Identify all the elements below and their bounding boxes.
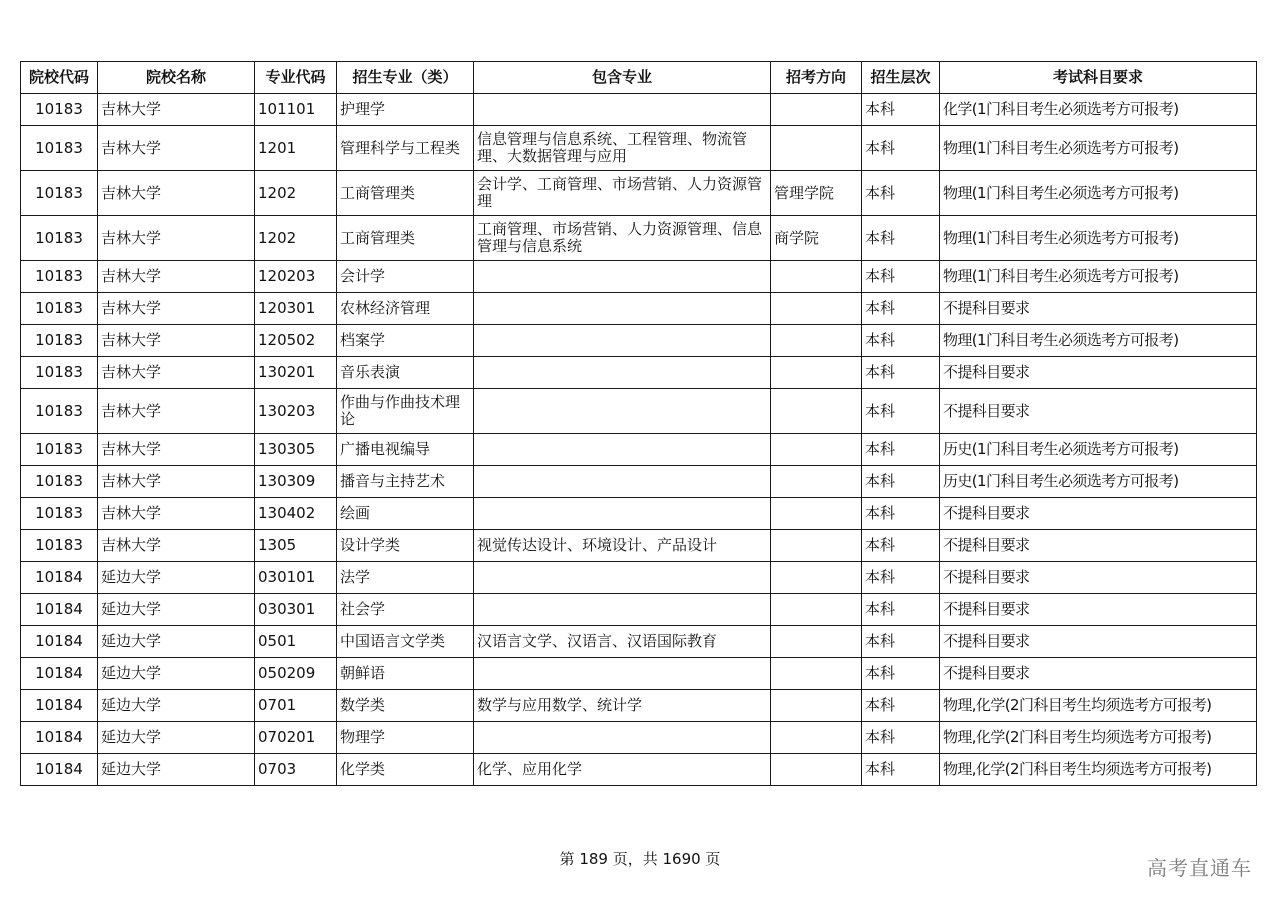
table-row [21, 530, 1257, 562]
header-cell: 院校代码 [21, 62, 98, 94]
included-majors-cell [474, 357, 771, 389]
header-cell: 考试科目要求 [940, 62, 1257, 94]
school-code-cell: 10184 [21, 562, 98, 594]
major-code-cell: 050209 [255, 658, 337, 690]
table-row [21, 357, 1257, 389]
major-code-cell: 130402 [255, 498, 337, 530]
major-code-cell: 0701 [255, 690, 337, 722]
direction-cell [771, 754, 862, 786]
table-row [21, 434, 1257, 466]
direction-cell [771, 261, 862, 293]
direction-cell [771, 562, 862, 594]
school-name-cell: 吉林大学 [98, 357, 255, 389]
school-name-cell: 延边大学 [98, 562, 255, 594]
level-cell: 本科 [862, 126, 940, 171]
requirement-cell: 不提科目要求 [940, 626, 1257, 658]
header-cell: 包含专业 [474, 62, 771, 94]
level-cell: 本科 [862, 466, 940, 498]
major-name-cell: 化学类 [337, 754, 474, 786]
school-name-cell: 吉林大学 [98, 94, 255, 126]
major-name-cell: 档案学 [337, 325, 474, 357]
admission-table [20, 61, 1257, 786]
table-row [21, 754, 1257, 786]
major-code-cell: 130305 [255, 434, 337, 466]
level-cell: 本科 [862, 261, 940, 293]
requirement-cell: 物理(1门科目考生必须选考方可报考) [940, 171, 1257, 216]
requirement-cell: 历史(1门科目考生必须选考方可报考) [940, 434, 1257, 466]
header-cell: 招生层次 [862, 62, 940, 94]
school-code-cell: 10183 [21, 498, 98, 530]
header-cell: 招生专业（类） [337, 62, 474, 94]
included-majors-cell [474, 261, 771, 293]
major-code-cell: 130203 [255, 389, 337, 434]
direction-cell [771, 293, 862, 325]
major-code-cell: 1202 [255, 171, 337, 216]
requirement-cell: 不提科目要求 [940, 562, 1257, 594]
direction-cell [771, 434, 862, 466]
included-majors-cell [474, 293, 771, 325]
major-code-cell: 0501 [255, 626, 337, 658]
table-row [21, 562, 1257, 594]
direction-cell: 管理学院 [771, 171, 862, 216]
table-row [21, 690, 1257, 722]
table-row [21, 498, 1257, 530]
school-name-cell: 吉林大学 [98, 434, 255, 466]
requirement-cell: 物理(1门科目考生必须选考方可报考) [940, 216, 1257, 261]
major-code-cell: 120502 [255, 325, 337, 357]
school-name-cell: 吉林大学 [98, 530, 255, 562]
major-name-cell: 法学 [337, 562, 474, 594]
direction-cell [771, 722, 862, 754]
included-majors-cell: 视觉传达设计、环境设计、产品设计 [474, 530, 771, 562]
included-majors-cell [474, 434, 771, 466]
major-name-cell: 中国语言文学类 [337, 626, 474, 658]
major-name-cell: 朝鲜语 [337, 658, 474, 690]
school-code-cell: 10183 [21, 171, 98, 216]
major-name-cell: 数学类 [337, 690, 474, 722]
major-name-cell: 广播电视编导 [337, 434, 474, 466]
major-code-cell: 0703 [255, 754, 337, 786]
table-row [21, 94, 1257, 126]
major-code-cell: 070201 [255, 722, 337, 754]
school-name-cell: 吉林大学 [98, 325, 255, 357]
major-name-cell: 管理科学与工程类 [337, 126, 474, 171]
header-cell: 招考方向 [771, 62, 862, 94]
school-code-cell: 10184 [21, 722, 98, 754]
major-name-cell: 会计学 [337, 261, 474, 293]
school-code-cell: 10183 [21, 357, 98, 389]
school-code-cell: 10183 [21, 325, 98, 357]
school-code-cell: 10183 [21, 293, 98, 325]
major-name-cell: 绘画 [337, 498, 474, 530]
included-majors-cell: 化学、应用化学 [474, 754, 771, 786]
included-majors-cell [474, 389, 771, 434]
included-majors-cell [474, 498, 771, 530]
school-name-cell: 延边大学 [98, 658, 255, 690]
table-body [21, 94, 1257, 786]
major-name-cell: 设计学类 [337, 530, 474, 562]
school-code-cell: 10183 [21, 530, 98, 562]
direction-cell [771, 658, 862, 690]
requirement-cell: 不提科目要求 [940, 498, 1257, 530]
requirement-cell: 物理,化学(2门科目考生均须选考方可报考) [940, 754, 1257, 786]
level-cell: 本科 [862, 594, 940, 626]
school-name-cell: 吉林大学 [98, 126, 255, 171]
included-majors-cell [474, 658, 771, 690]
table-row [21, 626, 1257, 658]
major-name-cell: 护理学 [337, 94, 474, 126]
table-row [21, 171, 1257, 216]
school-code-cell: 10183 [21, 94, 98, 126]
table-row [21, 658, 1257, 690]
level-cell: 本科 [862, 325, 940, 357]
school-name-cell: 吉林大学 [98, 216, 255, 261]
major-code-cell: 030301 [255, 594, 337, 626]
requirement-cell: 不提科目要求 [940, 594, 1257, 626]
header-cell: 专业代码 [255, 62, 337, 94]
school-name-cell: 吉林大学 [98, 293, 255, 325]
requirement-cell: 物理(1门科目考生必须选考方可报考) [940, 126, 1257, 171]
level-cell: 本科 [862, 562, 940, 594]
watermark-logo: 高考直通车 [1147, 856, 1252, 880]
school-name-cell: 吉林大学 [98, 261, 255, 293]
school-name-cell: 吉林大学 [98, 498, 255, 530]
school-name-cell: 吉林大学 [98, 171, 255, 216]
requirement-cell: 物理(1门科目考生必须选考方可报考) [940, 325, 1257, 357]
level-cell: 本科 [862, 498, 940, 530]
requirement-cell: 不提科目要求 [940, 658, 1257, 690]
included-majors-cell [474, 594, 771, 626]
requirement-cell: 化学(1门科目考生必须选考方可报考) [940, 94, 1257, 126]
header-cell: 院校名称 [98, 62, 255, 94]
table-row [21, 126, 1257, 171]
direction-cell [771, 126, 862, 171]
major-name-cell: 农林经济管理 [337, 293, 474, 325]
school-name-cell: 延边大学 [98, 722, 255, 754]
major-code-cell: 130309 [255, 466, 337, 498]
included-majors-cell [474, 562, 771, 594]
level-cell: 本科 [862, 754, 940, 786]
school-name-cell: 延边大学 [98, 754, 255, 786]
level-cell: 本科 [862, 658, 940, 690]
direction-cell [771, 325, 862, 357]
page-number: 第 189 页，共 1690 页 [559, 850, 721, 868]
level-cell: 本科 [862, 626, 940, 658]
school-code-cell: 10184 [21, 754, 98, 786]
school-code-cell: 10183 [21, 434, 98, 466]
school-code-cell: 10184 [21, 690, 98, 722]
major-code-cell: 101101 [255, 94, 337, 126]
level-cell: 本科 [862, 389, 940, 434]
major-code-cell: 1305 [255, 530, 337, 562]
level-cell: 本科 [862, 357, 940, 389]
table-row [21, 293, 1257, 325]
requirement-cell: 物理,化学(2门科目考生均须选考方可报考) [940, 722, 1257, 754]
table-row [21, 722, 1257, 754]
major-code-cell: 120301 [255, 293, 337, 325]
school-code-cell: 10184 [21, 594, 98, 626]
major-code-cell: 130201 [255, 357, 337, 389]
major-code-cell: 1202 [255, 216, 337, 261]
direction-cell: 商学院 [771, 216, 862, 261]
table-row [21, 325, 1257, 357]
school-name-cell: 延边大学 [98, 594, 255, 626]
requirement-cell: 不提科目要求 [940, 293, 1257, 325]
school-name-cell: 延边大学 [98, 626, 255, 658]
school-code-cell: 10184 [21, 658, 98, 690]
included-majors-cell: 汉语言文学、汉语言、汉语国际教育 [474, 626, 771, 658]
school-name-cell: 吉林大学 [98, 389, 255, 434]
requirement-cell: 物理,化学(2门科目考生均须选考方可报考) [940, 690, 1257, 722]
school-code-cell: 10184 [21, 626, 98, 658]
level-cell: 本科 [862, 94, 940, 126]
included-majors-cell [474, 94, 771, 126]
direction-cell [771, 530, 862, 562]
major-name-cell: 物理学 [337, 722, 474, 754]
requirement-cell: 历史(1门科目考生必须选考方可报考) [940, 466, 1257, 498]
direction-cell [771, 594, 862, 626]
level-cell: 本科 [862, 171, 940, 216]
direction-cell [771, 498, 862, 530]
direction-cell [771, 626, 862, 658]
direction-cell [771, 466, 862, 498]
major-name-cell: 播音与主持艺术 [337, 466, 474, 498]
included-majors-cell: 工商管理、市场营销、人力资源管理、信息管理与信息系统 [474, 216, 771, 261]
requirement-cell: 不提科目要求 [940, 530, 1257, 562]
school-name-cell: 延边大学 [98, 690, 255, 722]
school-code-cell: 10183 [21, 389, 98, 434]
level-cell: 本科 [862, 434, 940, 466]
major-name-cell: 作曲与作曲技术理论 [337, 389, 474, 434]
included-majors-cell: 会计学、工商管理、市场营销、人力资源管理 [474, 171, 771, 216]
requirement-cell: 不提科目要求 [940, 357, 1257, 389]
level-cell: 本科 [862, 722, 940, 754]
major-name-cell: 工商管理类 [337, 171, 474, 216]
school-code-cell: 10183 [21, 466, 98, 498]
major-name-cell: 工商管理类 [337, 216, 474, 261]
level-cell: 本科 [862, 530, 940, 562]
requirement-cell: 物理(1门科目考生必须选考方可报考) [940, 261, 1257, 293]
included-majors-cell [474, 325, 771, 357]
direction-cell [771, 94, 862, 126]
header-row [21, 62, 1257, 94]
table-row [21, 389, 1257, 434]
major-code-cell: 1201 [255, 126, 337, 171]
major-name-cell: 社会学 [337, 594, 474, 626]
table-row [21, 216, 1257, 261]
included-majors-cell [474, 466, 771, 498]
table-row [21, 261, 1257, 293]
level-cell: 本科 [862, 293, 940, 325]
direction-cell [771, 357, 862, 389]
school-code-cell: 10183 [21, 216, 98, 261]
included-majors-cell: 数学与应用数学、统计学 [474, 690, 771, 722]
level-cell: 本科 [862, 690, 940, 722]
school-code-cell: 10183 [21, 261, 98, 293]
included-majors-cell: 信息管理与信息系统、工程管理、物流管理、大数据管理与应用 [474, 126, 771, 171]
included-majors-cell [474, 722, 771, 754]
major-code-cell: 030101 [255, 562, 337, 594]
direction-cell [771, 690, 862, 722]
school-code-cell: 10183 [21, 126, 98, 171]
table-row [21, 466, 1257, 498]
requirement-cell: 不提科目要求 [940, 389, 1257, 434]
major-name-cell: 音乐表演 [337, 357, 474, 389]
level-cell: 本科 [862, 216, 940, 261]
direction-cell [771, 389, 862, 434]
major-code-cell: 120203 [255, 261, 337, 293]
school-name-cell: 吉林大学 [98, 466, 255, 498]
table-row [21, 594, 1257, 626]
